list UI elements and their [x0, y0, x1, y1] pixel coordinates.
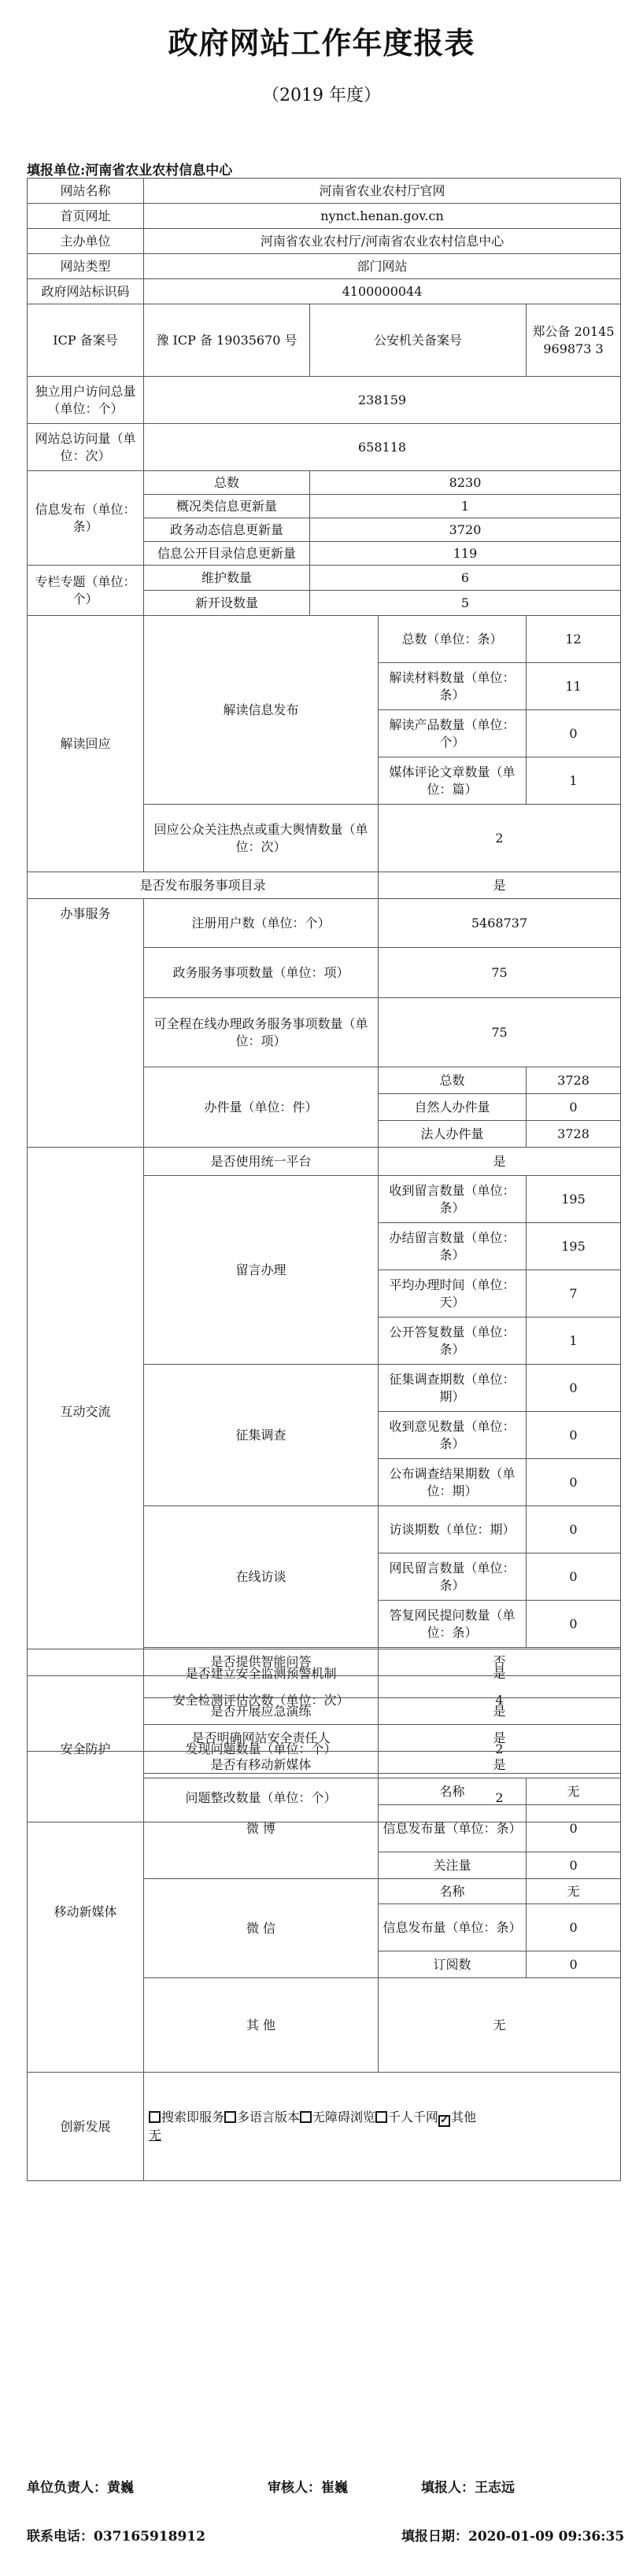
hotspot-value: 2: [379, 805, 621, 872]
weibo-row-value: 无: [527, 1778, 621, 1805]
service-cases-row-value: 0: [527, 1094, 621, 1121]
message-row-label: 平均办理时间（单位：天）: [379, 1270, 527, 1317]
service-items-label: 政务服务事项数量（单位：项）: [144, 948, 379, 998]
message-row-value: 7: [527, 1270, 621, 1317]
hotspot-label: 回应公众关注热点或重大舆情数量（单位：次）: [144, 805, 379, 872]
innovation-label: 创新发展: [28, 2073, 144, 2181]
interview-row-value: 0: [527, 1601, 621, 1648]
message-row-value: 195: [527, 1223, 621, 1270]
footer-phone: 联系电话：037165918912: [27, 2529, 205, 2545]
media-other-label: 其 他: [144, 1978, 379, 2073]
service-cases-row-label: 法人办件量: [379, 1121, 527, 1148]
footer-leader: 单位负责人：黄巍: [27, 2480, 134, 2496]
weibo-row-value: 0: [527, 1852, 621, 1879]
checkbox-checked-icon: ✓: [438, 2115, 450, 2127]
drill-value: 是: [379, 1698, 621, 1725]
visitors-label: 独立用户访问总量（单位：个）: [28, 377, 144, 424]
checkbox-icon: [224, 2111, 236, 2123]
interpret-row-label: 媒体评论文章数量（单位：篇）: [379, 757, 527, 805]
report-table-main: [27, 178, 621, 1822]
interview-row-label: 网民留言数量（单位：条）: [379, 1553, 527, 1601]
monitor-label: 是否建立安全监测预警机制: [144, 1649, 379, 1698]
sponsor-label: 主办单位: [28, 229, 144, 254]
innovation-options: [144, 2073, 621, 2181]
weixin-row-label: 信息发布量（单位：条）: [379, 1904, 527, 1951]
report-title: 政府网站工作年度报表: [168, 25, 475, 61]
survey-label: 征集调查: [144, 1365, 379, 1506]
visits-label: 网站总访问量（单位：次）: [28, 424, 144, 471]
security-row-label: 发现问题数量（单位：个）: [144, 1725, 379, 1774]
site-type-label: 网站类型: [28, 254, 144, 279]
monitor-value: 是: [379, 1649, 621, 1698]
info-publish-row-value: 1: [310, 495, 621, 518]
owner-value: 是: [379, 1725, 621, 1752]
platform-label: 是否使用统一平台: [144, 1148, 379, 1176]
site-name-label: 网站名称: [28, 179, 144, 204]
interpret-row-label: 解读产品数量（单位：个）: [379, 710, 527, 757]
police-label: 公安机关备案号: [310, 304, 527, 377]
service-users-value: 5468737: [379, 899, 621, 948]
info-publish-row-label: 总数: [144, 471, 310, 495]
weibo-row-label: 名称: [379, 1778, 527, 1805]
service-cases-row-value: 3728: [527, 1121, 621, 1148]
weixin-label: 微 信: [144, 1879, 379, 1978]
interview-row-label: 访谈期数（单位：期）: [379, 1506, 527, 1553]
service-cases-row-label: 总数: [379, 1067, 527, 1094]
innovation-option-personal[interactable]: 千人千网: [375, 2110, 438, 2125]
innovation-other-text: 无: [149, 2128, 162, 2143]
service-catalog-value: 是: [379, 872, 621, 899]
checkbox-icon: [149, 2111, 161, 2123]
service-users-label: 注册用户数（单位：个）: [144, 899, 379, 948]
weixin-row-label: 名称: [379, 1879, 527, 1904]
interpret-row-value: 12: [527, 616, 621, 663]
survey-row-value: 0: [527, 1412, 621, 1459]
security-continued: [28, 1649, 144, 1752]
interpret-row-value: 0: [527, 710, 621, 757]
weixin-row-label: 订阅数: [379, 1951, 527, 1978]
info-publish-row-value: 119: [310, 542, 621, 566]
security-row-label: 安全检测评估次数（单位：次）: [144, 1676, 379, 1725]
report-table-continued: [27, 1649, 621, 2181]
weibo-label: 微 博: [144, 1778, 379, 1879]
media-other-value: 无: [379, 1978, 621, 2073]
interview-row-label: 答复网民提问数量（单位：条）: [379, 1601, 527, 1648]
weibo-row-value: 0: [527, 1805, 621, 1852]
drill-label: 是否开展应急演练: [144, 1698, 379, 1725]
interpret-row-label: 解读材料数量（单位：条）: [379, 663, 527, 710]
interpret-row-label: 总数（单位：条）: [379, 616, 527, 663]
column-row-label: 维护数量: [144, 566, 310, 591]
weixin-row-value: 0: [527, 1904, 621, 1951]
security-row-value: 2: [379, 1725, 621, 1774]
interpret-label: 解读回应: [28, 616, 144, 872]
weixin-row-value: 0: [527, 1951, 621, 1978]
info-publish-label: 信息发布（单位：条）: [28, 471, 144, 566]
security-label: 安全防护: [28, 1676, 144, 1822]
site-name: 河南省农业农村厅官网: [144, 179, 621, 204]
checkbox-icon: [300, 2111, 312, 2123]
weibo-row-label: 关注量: [379, 1852, 527, 1879]
security-row-label: 问题整改数量（单位：个）: [144, 1774, 379, 1822]
homepage-url: nynct.henan.gov.cn: [144, 204, 621, 229]
info-publish-row-value: 3720: [310, 518, 621, 542]
visitors: 238159: [144, 377, 621, 424]
site-code: 4100000044: [144, 279, 621, 304]
site-type: 部门网站: [144, 254, 621, 279]
survey-row-label: 公布调查结果期数（单位：期）: [379, 1459, 527, 1506]
sponsor: 河南省农业农村厅/河南省农业农村信息中心: [144, 229, 621, 254]
info-publish-row-label: 概况类信息更新量: [144, 495, 310, 518]
interaction-label: 互动交流: [28, 1148, 144, 1676]
column-row-label: 新开设数量: [144, 591, 310, 616]
owner-label: 是否明确网站安全责任人: [144, 1725, 379, 1752]
footer-date: 填报日期：2020-01-09 09:36:35: [401, 2529, 625, 2545]
service-cases-row-label: 自然人办件量: [379, 1094, 527, 1121]
column-row-value: 6: [310, 566, 621, 591]
message-row-label: 办结留言数量（单位：条）: [379, 1223, 527, 1270]
service-label: 办事服务: [28, 899, 144, 1148]
message-row-label: 公开答复数量（单位：条）: [379, 1317, 527, 1365]
interview-row-value: 0: [527, 1506, 621, 1553]
survey-row-label: 收到意见数量（单位：条）: [379, 1412, 527, 1459]
service-cases-row-value: 3728: [527, 1067, 621, 1094]
survey-row-value: 0: [527, 1459, 621, 1506]
site-code-label: 政府网站标识码: [28, 279, 144, 304]
media-label: 移动新媒体: [28, 1752, 144, 2073]
security-row-value: 4: [379, 1676, 621, 1725]
homepage-label: 首页网址: [28, 204, 144, 229]
smart-qa-value: 否: [379, 1648, 621, 1676]
column-label: 专栏专题（单位：个）: [28, 566, 144, 616]
security-row-value: 2: [379, 1774, 621, 1822]
service-catalog-label: 是否发布服务事项目录: [28, 872, 379, 899]
message-row-value: 195: [527, 1176, 621, 1223]
info-publish-row-label: 信息公开目录信息更新量: [144, 542, 310, 566]
fill-unit: 填报单位:河南省农业农村信息中心: [27, 163, 233, 179]
service-cases-label: 办件量（单位：件）: [144, 1067, 379, 1148]
report-year: （2019 年度）: [262, 86, 381, 105]
media-has-value: 是: [379, 1752, 621, 1778]
interview-label: 在线访谈: [144, 1506, 379, 1648]
message-label: 留言办理: [144, 1176, 379, 1365]
checkbox-icon: [375, 2111, 387, 2123]
weibo-row-label: 信息发布量（单位：条）: [379, 1805, 527, 1852]
column-row-value: 5: [310, 591, 621, 616]
visits: 658118: [144, 424, 621, 471]
innovation-option-other[interactable]: ✓ 其他: [438, 2110, 476, 2125]
police-number: 郑公备 20145969873 3: [527, 304, 621, 377]
innovation-option-search[interactable]: 搜索即服务: [149, 2110, 224, 2125]
footer-filler: 填报人：王志远: [421, 2480, 515, 2496]
info-publish-row-value: 8230: [310, 471, 621, 495]
service-online-value: 75: [379, 998, 621, 1067]
interpret-row-value: 11: [527, 663, 621, 710]
platform-value: 是: [379, 1148, 621, 1176]
interview-row-value: 0: [527, 1553, 621, 1601]
survey-row-label: 征集调查期数（单位：期）: [379, 1365, 527, 1412]
innovation-option-multilang[interactable]: 多语言版本: [224, 2110, 300, 2125]
message-row-value: 1: [527, 1317, 621, 1365]
footer-reviewer: 审核人：崔巍: [268, 2480, 348, 2496]
smart-qa-label: 是否提供智能问答: [144, 1648, 379, 1676]
survey-row-value: 0: [527, 1365, 621, 1412]
message-row-label: 收到留言数量（单位：条）: [379, 1176, 527, 1223]
media-has-label: 是否有移动新媒体: [144, 1752, 379, 1778]
weixin-row-value: 无: [527, 1879, 621, 1904]
icp-number: 豫 ICP 备 19035670 号: [144, 304, 310, 377]
info-publish-row-label: 政务动态信息更新量: [144, 518, 310, 542]
service-online-label: 可全程在线办理政务服务事项数量（单位：项）: [144, 998, 379, 1067]
innovation-option-accessible[interactable]: 无障碍浏览: [300, 2110, 375, 2125]
icp-label: ICP 备案号: [28, 304, 144, 377]
interpret-sub-label: 解读信息发布: [144, 616, 379, 805]
service-items-value: 75: [379, 948, 621, 998]
interpret-row-value: 1: [527, 757, 621, 805]
